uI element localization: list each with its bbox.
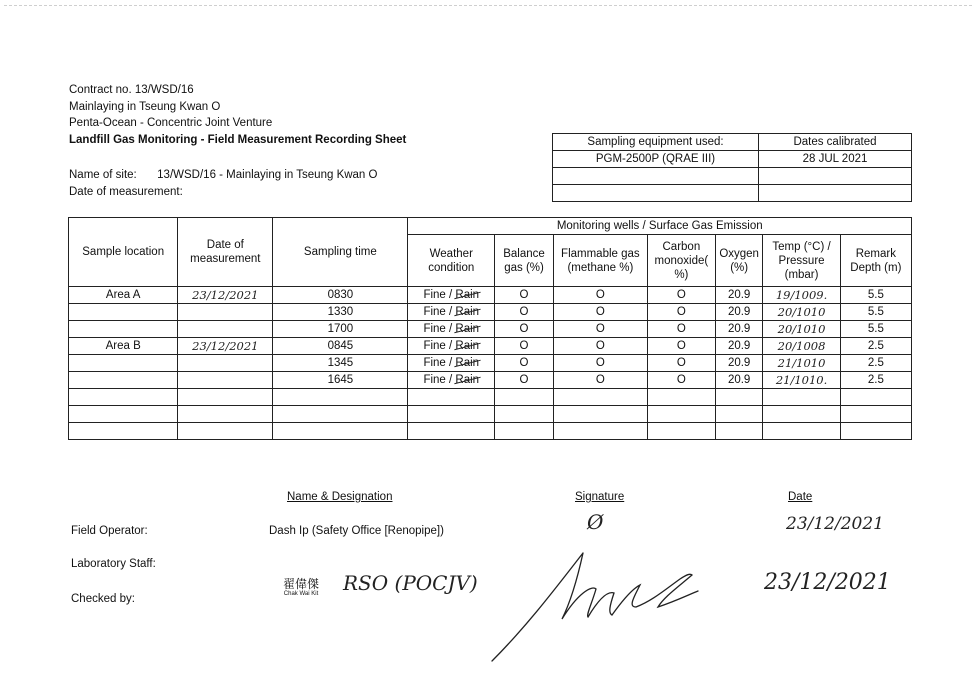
table-row [69, 304, 912, 321]
weather-rain-struck: Rain [455, 288, 480, 301]
table-row [69, 338, 912, 355]
cell-time: 0830 [273, 287, 408, 304]
empty-row [69, 389, 912, 406]
cell-temp: 20/1010 [763, 304, 840, 321]
cell-balance: O [495, 321, 554, 338]
cell-oxygen: 20.9 [715, 355, 762, 372]
cell-location [69, 355, 178, 372]
equipment-name [553, 168, 759, 185]
cell-oxygen: 20.9 [715, 287, 762, 304]
cell-date [178, 321, 273, 338]
date-of-measurement-label: Date of measurement: [69, 186, 183, 198]
cell-flammable: O [553, 355, 647, 372]
cell-flammable: O [553, 287, 647, 304]
table-row [69, 355, 912, 372]
cell-location [69, 321, 178, 338]
cell-remark: 5.5 [840, 287, 911, 304]
cell-remark: 2.5 [840, 355, 911, 372]
equipment-table [552, 133, 912, 202]
calibration-date: 28 JUL 2021 [759, 151, 912, 168]
field-operator-name: Dash Ip (Safety Office [Renopipe]) [269, 525, 444, 537]
cell-balance: O [495, 355, 554, 372]
date-header: Date [788, 491, 813, 503]
handwritten-signature [488, 545, 708, 665]
col-header-balance: Balance gas (%) [495, 235, 554, 287]
cell-temp: 21/1010 [763, 355, 840, 372]
cell-co: O [647, 338, 715, 355]
signature-header: Signature [575, 491, 625, 503]
cell-oxygen: 20.9 [715, 321, 762, 338]
col-header-location: Sample location [69, 218, 178, 287]
cell-date [178, 304, 273, 321]
cell-weather [408, 372, 495, 389]
weather-rain-struck: Rain [455, 305, 480, 318]
joint-venture-name: Penta-Ocean - Concentric Joint Venture [69, 117, 273, 129]
cell-location: Area A [69, 287, 178, 304]
calibration-date [759, 168, 912, 185]
col-header-weather: Weather condition [408, 235, 495, 287]
empty-row [69, 406, 912, 423]
cell-weather [408, 355, 495, 372]
col-header-time: Sampling time [273, 218, 408, 287]
cell-temp: 20/1010 [763, 321, 840, 338]
weather-rain-struck: Rain [455, 373, 480, 386]
cell-time: 1700 [273, 321, 408, 338]
cell-remark: 2.5 [840, 372, 911, 389]
equipment-name: PGM-2500P (QRAE III) [553, 151, 759, 168]
cell-co: O [647, 355, 715, 372]
field-operator-date: 23/12/2021 [786, 514, 884, 534]
cell-balance: O [495, 338, 554, 355]
project-name: Mainlaying in Tseung Kwan O [69, 100, 221, 113]
cell-location: Area B [69, 338, 178, 355]
table-row [69, 321, 912, 338]
cell-remark: 5.5 [840, 321, 911, 338]
cell-co: O [647, 304, 715, 321]
col-header-co: Carbon monoxide( %) [647, 235, 715, 287]
weather-rain-struck: Rain [455, 322, 480, 335]
cell-remark: 2.5 [840, 338, 911, 355]
equipment-row [553, 168, 912, 185]
col-header-flammable: Flammable gas (methane %) [553, 235, 647, 287]
cell-temp: 21/1010. [763, 372, 840, 389]
contract-number: Contract no. 13/WSD/16 [69, 84, 194, 96]
weather-fine: Fine / [423, 373, 453, 386]
page-title: Landfill Gas Monitoring - Field Measurement Recording Sheet [69, 133, 407, 146]
cell-balance: O [495, 304, 554, 321]
site-value: 13/WSD/16 - Mainlaying in Tseung Kwan O [157, 169, 378, 181]
laboratory-staff-label: Laboratory Staff: [71, 558, 156, 570]
site-label: Name of site: [69, 169, 137, 181]
table-row [69, 372, 912, 389]
cell-date [178, 355, 273, 372]
weather-rain-struck: Rain [455, 339, 480, 352]
field-operator-signature: Ø [587, 510, 604, 534]
cell-co: O [647, 372, 715, 389]
weather-fine: Fine / [423, 322, 453, 335]
weather-rain-struck: Rain [455, 356, 480, 369]
site-line [69, 169, 377, 181]
cell-balance: O [495, 372, 554, 389]
cell-temp: 19/1009. [763, 287, 840, 304]
page-top-border [4, 5, 972, 6]
cell-weather [408, 321, 495, 338]
cell-time: 0845 [273, 338, 408, 355]
group-header: Monitoring wells / Surface Gas Emission [408, 218, 912, 235]
weather-fine: Fine / [423, 305, 453, 318]
weather-fine: Fine / [423, 356, 453, 369]
header-block [69, 82, 406, 148]
equipment-name [553, 185, 759, 202]
weather-fine: Fine / [423, 288, 453, 301]
checked-by-label: Checked by: [71, 593, 135, 605]
field-operator-label: Field Operator: [71, 525, 148, 537]
checked-by-date: 23/12/2021 [764, 570, 891, 595]
cell-weather [408, 304, 495, 321]
cell-time: 1645 [273, 372, 408, 389]
table-row [69, 287, 912, 304]
name-designation-header: Name & Designation [287, 491, 393, 503]
equipment-row [553, 151, 912, 168]
measurement-table [68, 217, 912, 440]
col-header-oxygen: Oxygen (%) [715, 235, 762, 287]
cell-time: 1330 [273, 304, 408, 321]
checked-by-name: RSO (POCJV) [343, 571, 478, 595]
cell-flammable: O [553, 321, 647, 338]
cell-co: O [647, 287, 715, 304]
cell-oxygen: 20.9 [715, 338, 762, 355]
cell-location [69, 372, 178, 389]
cell-date: 23/12/2021 [178, 287, 273, 304]
cell-balance: O [495, 287, 554, 304]
calibrated-header: Dates calibrated [759, 134, 912, 151]
stamp-english-name: Chak Wai Kit [283, 591, 319, 597]
col-header-remark: Remark Depth (m) [840, 235, 911, 287]
name-stamp [283, 578, 319, 597]
stamp-chinese-name: 翟偉傑 [283, 577, 320, 591]
col-header-date: Date of measurement [178, 218, 273, 287]
col-header-temp: Temp (°C) / Pressure (mbar) [763, 235, 840, 287]
cell-co: O [647, 321, 715, 338]
cell-flammable: O [553, 372, 647, 389]
cell-oxygen: 20.9 [715, 304, 762, 321]
cell-weather [408, 287, 495, 304]
cell-date [178, 372, 273, 389]
equipment-row [553, 185, 912, 202]
cell-date: 23/12/2021 [178, 338, 273, 355]
cell-location [69, 304, 178, 321]
cell-weather [408, 338, 495, 355]
cell-flammable: O [553, 338, 647, 355]
weather-fine: Fine / [423, 339, 453, 352]
calibration-date [759, 185, 912, 202]
cell-flammable: O [553, 304, 647, 321]
cell-time: 1345 [273, 355, 408, 372]
cell-temp: 20/1008 [763, 338, 840, 355]
equipment-header: Sampling equipment used: [553, 134, 759, 151]
cell-oxygen: 20.9 [715, 372, 762, 389]
cell-remark: 5.5 [840, 304, 911, 321]
empty-row [69, 423, 912, 440]
